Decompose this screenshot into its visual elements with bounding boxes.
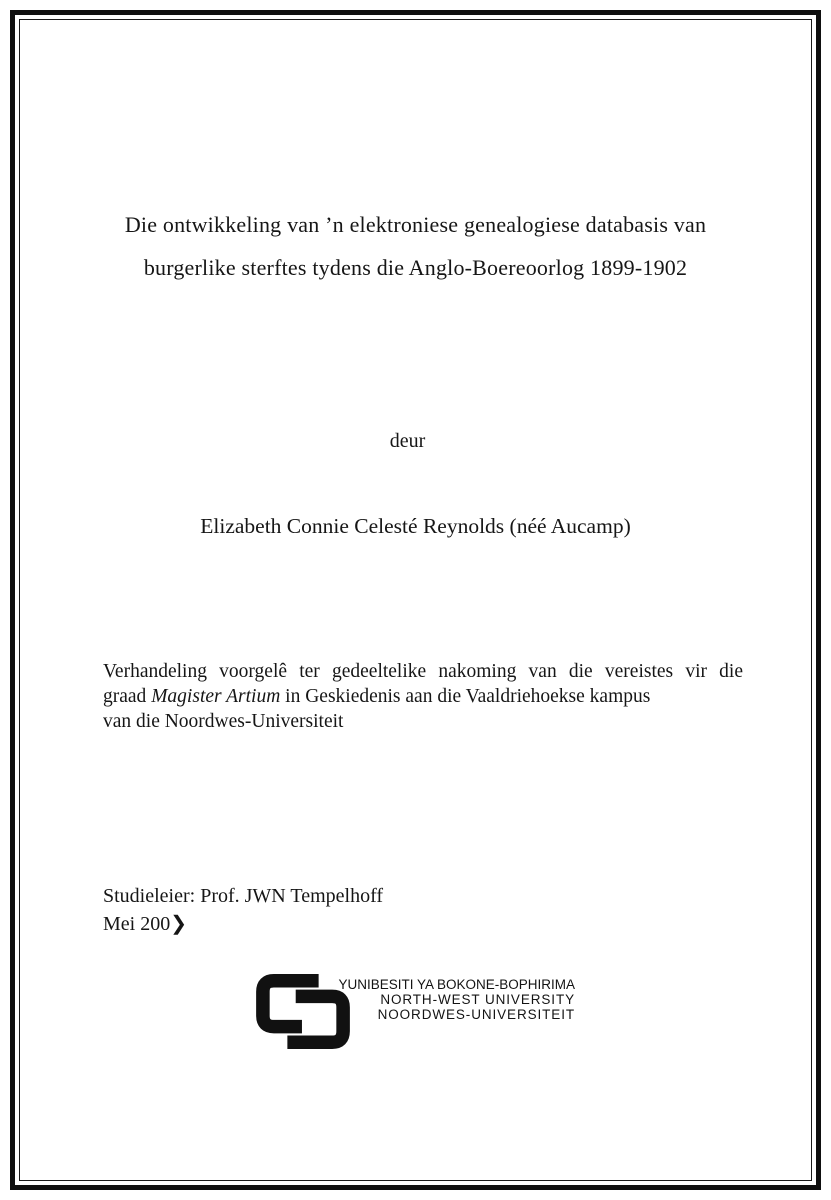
degree-statement-line2-suffix: in Geskiedenis aan die Vaaldriehoekse kampus — [280, 686, 651, 707]
nwu-interlocked-links-icon — [256, 974, 350, 1049]
degree-statement-line3: van die Noordwes-Universiteit — [103, 711, 344, 732]
byline: deur — [389, 430, 426, 452]
thesis-title-line2: burgerlike sterftes tydens die Anglo-Boereoorlog 1899-1902 — [143, 255, 688, 280]
degree-statement — [103, 659, 743, 734]
degree-statement-line2-prefix: graad — [103, 686, 152, 707]
university-name-setswana: YUNIBESITI YA BOKONE-BOPHIRIMA — [338, 977, 575, 992]
author-name: Elizabeth Connie Celesté Reynolds (néé Aucamp) — [200, 514, 631, 538]
thesis-title-line1: Die ontwikkeling van ’n elektroniese genealogiese databasis van — [124, 212, 707, 237]
thesis-title — [55, 203, 776, 289]
degree-statement-line1: Verhandeling voorgelê ter gedeeltelike nakoming van die vereistes vir die — [103, 661, 743, 682]
date-line: Mei 200❯ — [103, 913, 187, 935]
university-logo-text — [338, 977, 575, 1022]
supervisor-line: Studieleier: Prof. JWN Tempelhoff — [103, 885, 384, 907]
university-name-afrikaans: NOORDWES-UNIVERSITEIT — [377, 1007, 575, 1022]
university-logo — [256, 972, 582, 1054]
degree-statement-line2 — [103, 684, 743, 709]
university-name-english: NORTH-WEST UNIVERSITY — [380, 992, 575, 1007]
degree-name-italic: Magister Artium — [151, 686, 281, 707]
